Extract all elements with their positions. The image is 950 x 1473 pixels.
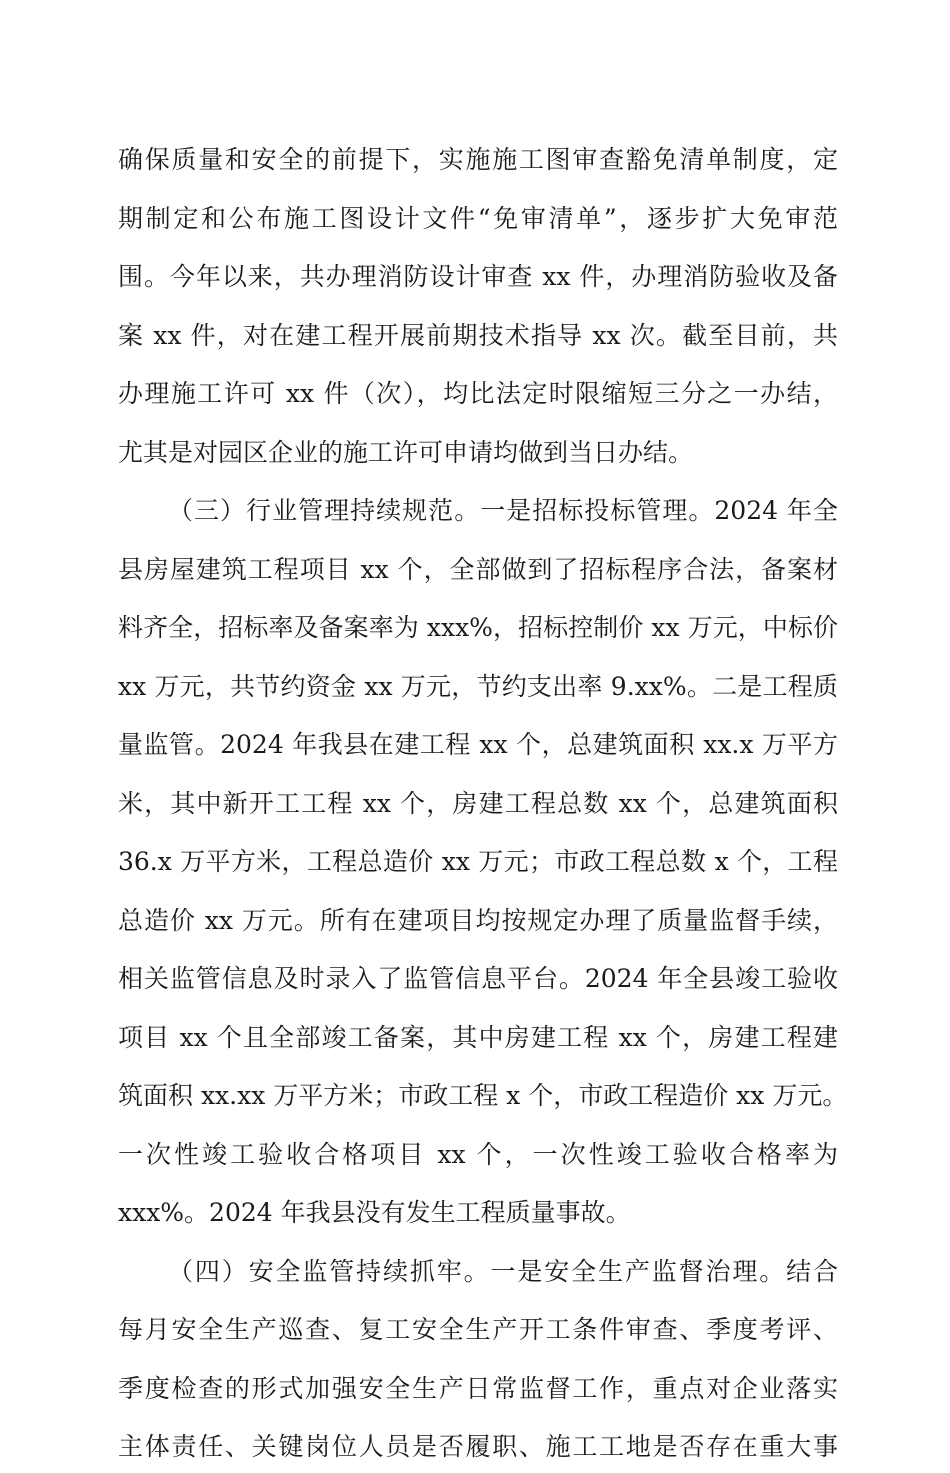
text-line: 确保质量和安全的前提下，实施施工图审查豁免清单制度，定 <box>118 145 838 174</box>
text-line: 36.x 万平方米，工程总造价 xx 万元；市政工程总数 x 个，工程 <box>118 847 838 876</box>
text-line: 期制定和公布施工图设计文件“免审清单”，逐步扩大免审范 <box>118 204 838 233</box>
text-line: xx 万元，共节约资金 xx 万元，节约支出率 9.xx%。二是工程质 <box>118 672 838 701</box>
text-line: 季度检查的形式加强安全生产日常监督工作，重点对企业落实 <box>118 1374 838 1403</box>
section-heading-line: （三）行业管理持续规范。一是招标投标管理。2024 年全 <box>168 496 838 525</box>
text-line: 县房屋建筑工程项目 xx 个，全部做到了招标程序合法，备案材 <box>118 555 838 584</box>
text-line: 案 xx 件，对在建工程开展前期技术指导 xx 次。截至目前，共 <box>118 321 838 350</box>
text-line: 一次性竣工验收合格项目 xx 个，一次性竣工验收合格率为 <box>118 1140 838 1169</box>
section-heading-line: （四）安全监管持续抓牢。一是安全生产监督治理。结合 <box>168 1257 838 1286</box>
text-line: 围。今年以来，共办理消防设计审查 xx 件，办理消防验收及备 <box>118 262 838 291</box>
text-line: 主体责任、关键岗位人员是否履职、施工工地是否存在重大事 <box>118 1432 838 1461</box>
text-line: 总造价 xx 万元。所有在建项目均按规定办理了质量监督手续， <box>118 906 838 935</box>
text-line: 筑面积 xx.xx 万平方米；市政工程 x 个，市政工程造价 xx 万元。 <box>118 1081 848 1110</box>
text-line: 项目 xx 个且全部竣工备案，其中房建工程 xx 个，房建工程建 <box>118 1023 838 1052</box>
text-line: 每月安全生产巡查、复工安全生产开工条件审查、季度考评、 <box>118 1315 838 1344</box>
text-line: 尤其是对园区企业的施工许可申请均做到当日办结。 <box>118 438 694 467</box>
text-line: 相关监管信息及时录入了监管信息平台。2024 年全县竣工验收 <box>118 964 838 993</box>
text-line: 米，其中新开工工程 xx 个，房建工程总数 xx 个，总建筑面积 <box>118 789 838 818</box>
text-line: 量监管。2024 年我县在建工程 xx 个，总建筑面积 xx.x 万平方 <box>118 730 838 759</box>
text-line: xxx%。2024 年我县没有发生工程质量事故。 <box>118 1198 631 1227</box>
text-line: 料齐全，招标率及备案率为 xxx%，招标控制价 xx 万元，中标价 <box>118 613 838 642</box>
text-line: 办理施工许可 xx 件（次），均比法定时限缩短三分之一办结， <box>118 379 838 408</box>
